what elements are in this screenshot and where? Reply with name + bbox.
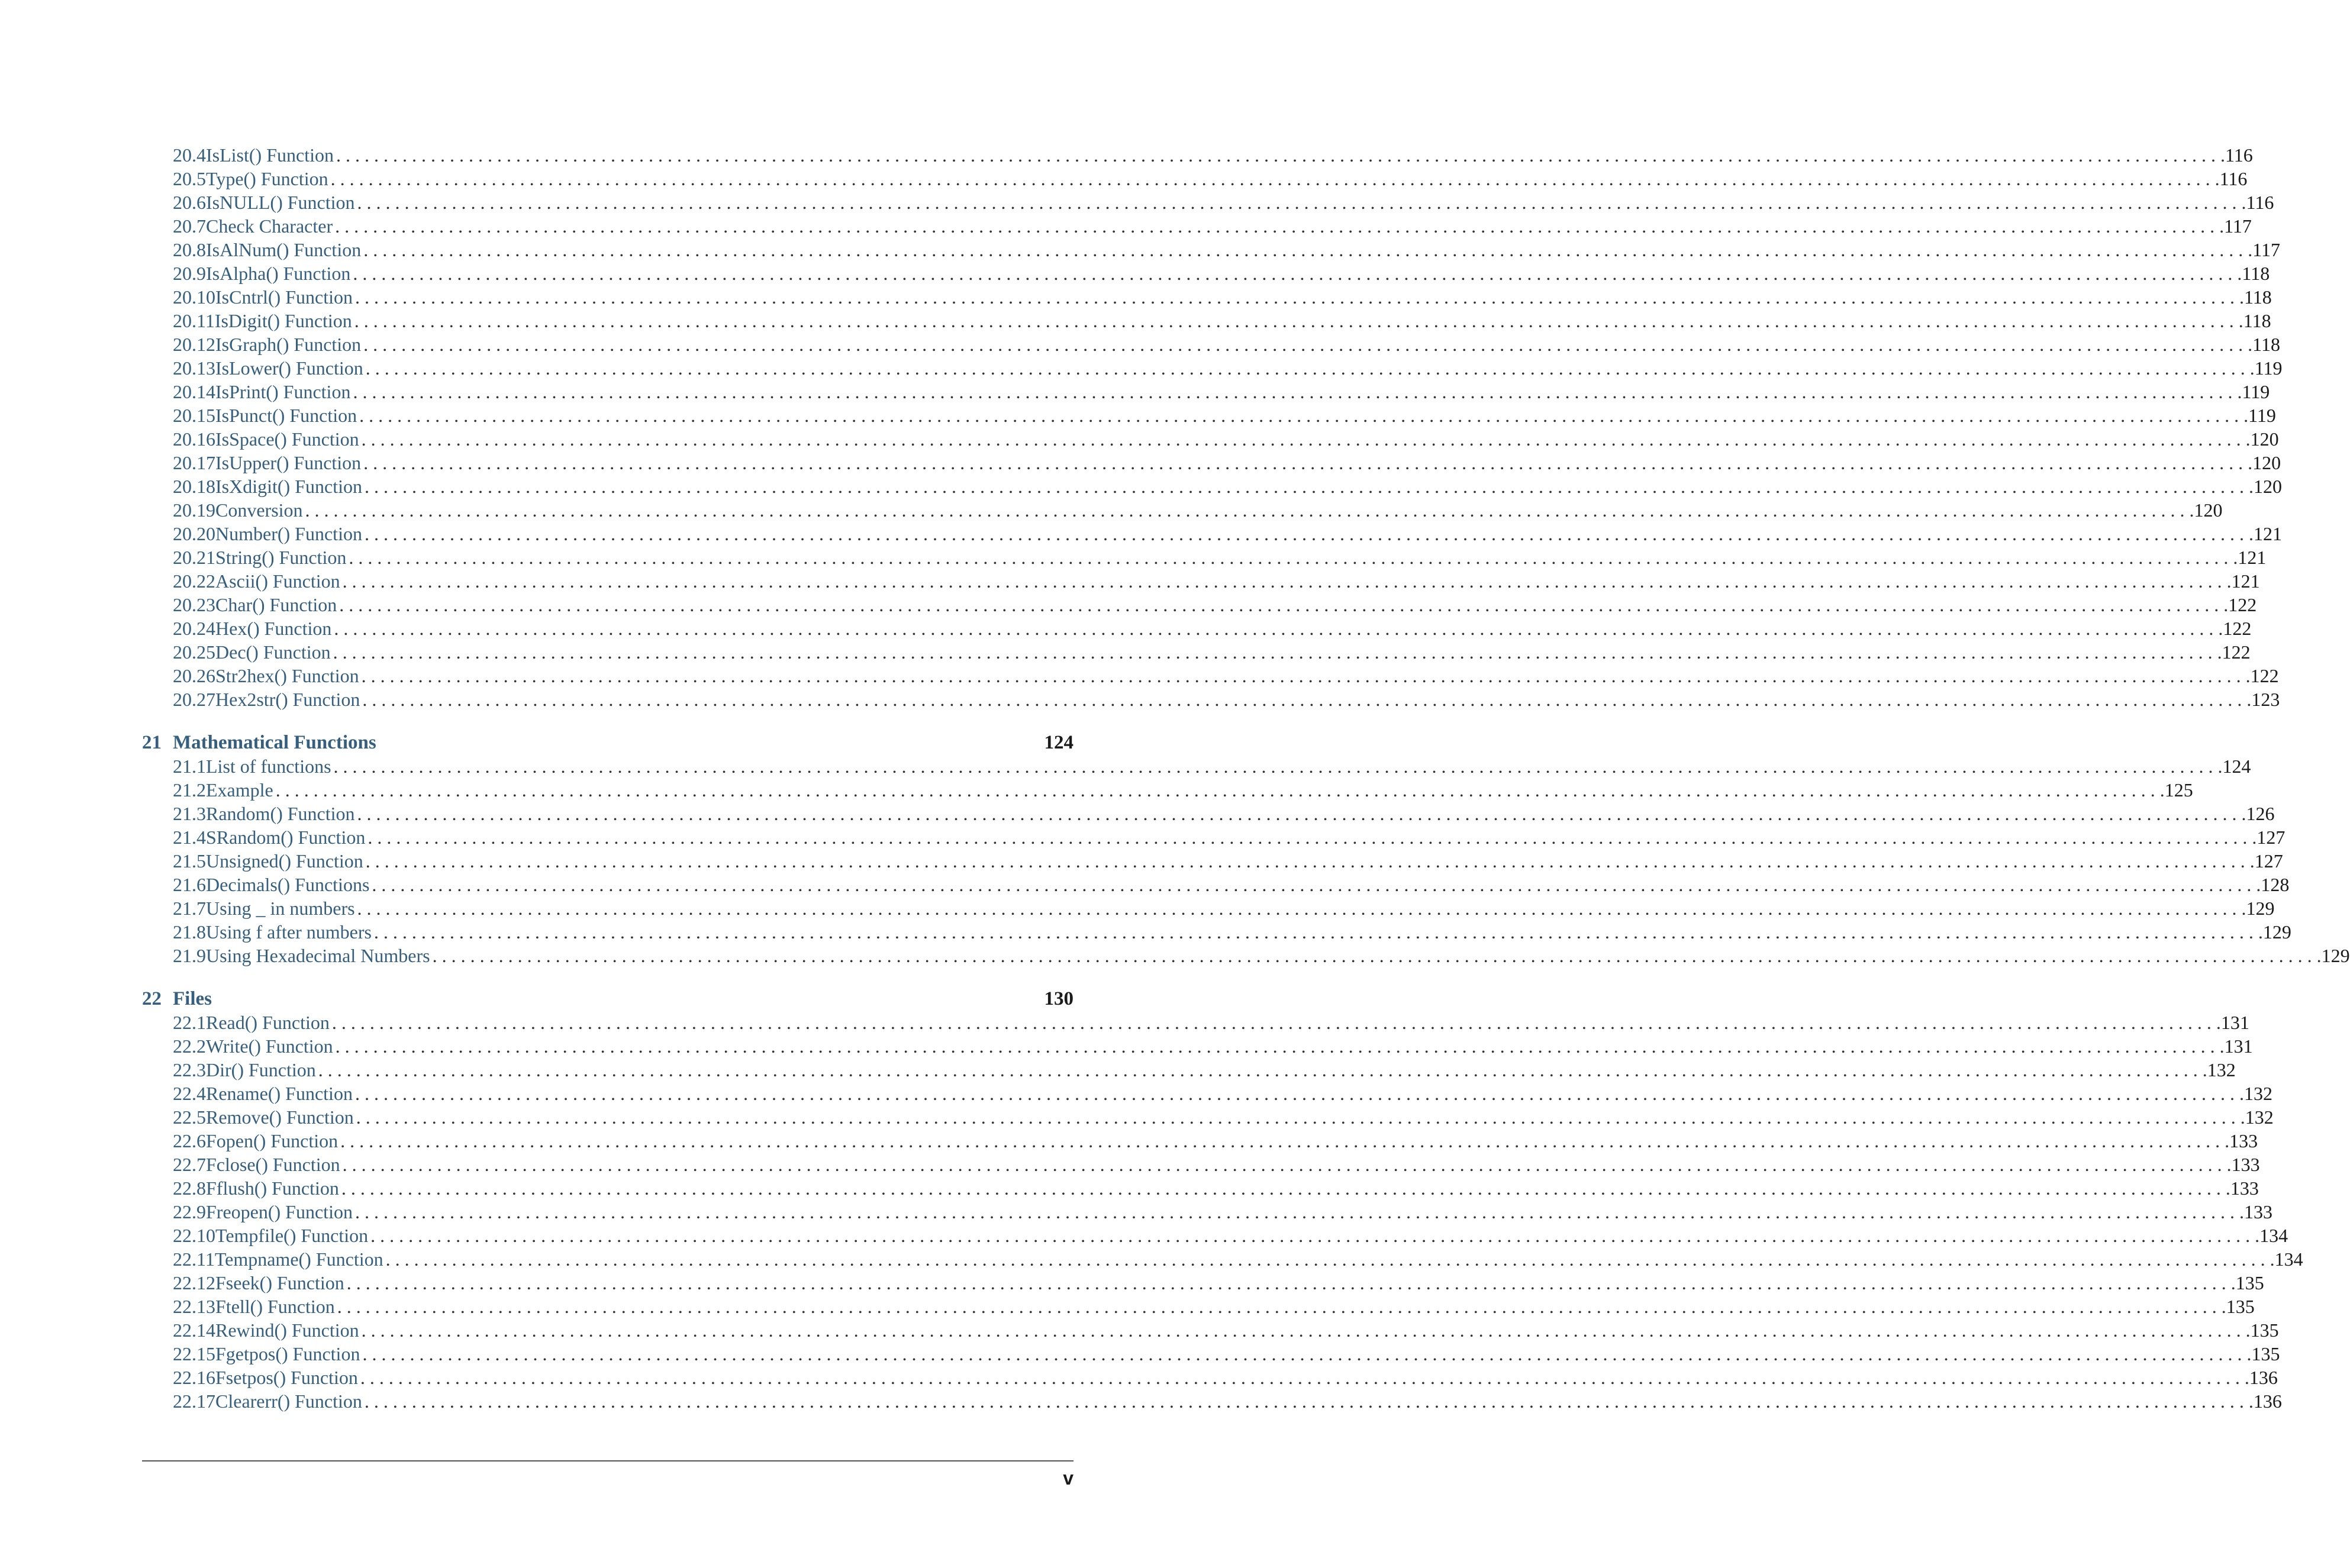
toc-entry-22-12[interactable]	[142, 1271, 2264, 1295]
section-page-number: 136	[2249, 1367, 2278, 1388]
section-title[interactable]: IsPunct() Function	[215, 405, 357, 426]
section-number[interactable]: 20.5	[173, 168, 206, 189]
section-number[interactable]: 20.9	[173, 263, 206, 284]
toc-entry-20-24[interactable]	[142, 617, 2252, 640]
section-title[interactable]: Rewind() Function	[215, 1319, 359, 1341]
toc-entry-22-2[interactable]	[142, 1034, 2253, 1058]
section-number[interactable]: 21.4	[173, 827, 206, 848]
section-title[interactable]: List of functions	[206, 756, 331, 777]
section-number[interactable]: 21.6	[173, 874, 206, 895]
section-page-number: 118	[2243, 286, 2272, 308]
toc-entry-22-16[interactable]	[142, 1366, 2278, 1389]
section-title[interactable]: Conversion	[215, 499, 303, 521]
toc-entry-22-14[interactable]	[142, 1318, 2279, 1342]
dot-leader: . . . . . . . . . . . . . . . . . . . . . . . . . . . . . . . . . . . . . . . . . . . . . . . . . . . . . . . . . . . . . . . . . . . . . . . . . . . . . . . . . . . . . . . . . . . . . . . . . . . . . . . . . . . . . . . . . . . . . . . . . . . . . . . . . . . . . . . . . . . . . . . . . . . . . . . . . . . . . . . . . . . . . . . . . . . . . . . . . . . . . . . . . . . . . . . . . . . . . . . .	[353, 381, 2242, 402]
section-number[interactable]: 22.8	[173, 1177, 206, 1199]
section-title[interactable]: Decimals() Functions	[206, 874, 370, 895]
section-title[interactable]: IsUpper() Function	[215, 452, 362, 473]
toc-entry-20-21[interactable]	[142, 546, 2267, 569]
section-number[interactable]: 20.23	[173, 594, 215, 615]
section-title[interactable]: IsPrint() Function	[215, 381, 351, 402]
toc-entry-21-7[interactable]	[142, 896, 2275, 920]
section-title[interactable]: Remove() Function	[206, 1106, 354, 1128]
toc-entry-22-8[interactable]	[142, 1176, 2259, 1200]
section-page-number: 135	[2235, 1272, 2264, 1293]
section-number[interactable]: 20.27	[173, 689, 215, 710]
section-number[interactable]: 20.25	[173, 641, 215, 663]
section-number[interactable]: 21.1	[173, 756, 206, 777]
section-number[interactable]: 20.20	[173, 523, 215, 544]
toc-entry-20-15[interactable]	[142, 404, 2276, 427]
section-page-number: 128	[2261, 874, 2290, 895]
dot-leader: . . . . . . . . . . . . . . . . . . . . . . . . . . . . . . . . . . . . . . . . . . . . . . . . . . . . . . . . . . . . . . . . . . . . . . . . . . . . . . . . . . . . . . . . . . . . . . . . . . . . . . . . . . . . . . . . . . . . . . . . . . . . . . . . . . . . . . . . . . . . . . . . . . . . . . . . . . . . . . . . . . . . . . . . . . . . . . . . . . . . . . . . . . . . . . . . . . . . . . . .	[275, 779, 2165, 801]
section-title[interactable]: Dir() Function	[206, 1059, 316, 1080]
section-page-number: 135	[2250, 1319, 2279, 1341]
dot-leader: . . . . . . . . . . . . . . . . . . . . . . . . . . . . . . . . . . . . . . . . . . . . . . . . . . . . . . . . . . . . . . . . . . . . . . . . . . . . . . . . . . . . . . . . . . . . . . . . . . . . . . . . . . . . . . . . . . . . . . . . . . . . . . . . . . . . . . . . . . . . . . . . . . . . . . . . . . . . . . . . . . . . . . . . . . . . . . . . . . . . . . . . . . . . . . . . . . . . . . . .	[330, 168, 2220, 189]
toc-entry-20-22[interactable]	[142, 569, 2260, 593]
section-number[interactable]: 20.22	[173, 570, 215, 592]
dot-leader: . . . . . . . . . . . . . . . . . . . . . . . . . . . . . . . . . . . . . . . . . . . . . . . . . . . . . . . . . . . . . . . . . . . . . . . . . . . . . . . . . . . . . . . . . . . . . . . . . . . . . . . . . . . . . . . . . . . . . . . . . . . . . . . . . . . . . . . . . . . . . . . . . . . . . . . . . . . . . . . . . . . . . . . . . . . . . . . . . . . . . . . . . . . . . . . . . . . . . . . .	[354, 310, 2243, 331]
section-page-number: 120	[2194, 499, 2223, 521]
dot-leader: . . . . . . . . . . . . . . . . . . . . . . . . . . . . . . . . . . . . . . . . . . . . . . . . . . . . . . . . . . . . . . . . . . . . . . . . . . . . . . . . . . . . . . . . . . . . . . . . . . . . . . . . . . . . . . . . . . . . . . . . . . . . . . . . . . . . . . . . . . . . . . . . . . . . . . . . . . . . . . . . . . . . . . . . . . . . . . . . . . . . . . . . . . . . . . . . . . . . . . . .	[333, 641, 2222, 663]
section-title[interactable]: Hex() Function	[215, 618, 332, 639]
dot-leader: . . . . . . . . . . . . . . . . . . . . . . . . . . . . . . . . . . . . . . . . . . . . . . . . . . . . . . . . . . . . . . . . . . . . . . . . . . . . . . . . . . . . . . . . . . . . . . . . . . . . . . . . . . . . . . . . . . . . . . . . . . . . . . . . . . . . . . . . . . . . . . . . . . . . . . . . . . . . . . . . . . . . . . . . . . . . . . . . . . . . . . . . . . . . . . . . . . . . . . . .	[354, 1083, 2244, 1104]
dot-leader: . . . . . . . . . . . . . . . . . . . . . . . . . . . . . . . . . . . . . . . . . . . . . . . . . . . . . . . . . . . . . . . . . . . . . . . . . . . . . . . . . . . . . . . . . . . . . . . . . . . . . . . . . . . . . . . . . . . . . . . . . . . . . . . . . . . . . . . . . . . . . . . . . . . . . . . . . . . . . . . . . . . . . . . . . . . . . . . . . . . . . . . . . . . . . . . . . . . . . . . .	[305, 499, 2194, 521]
section-number[interactable]: 22.6	[173, 1130, 206, 1151]
dot-leader: . . . . . . . . . . . . . . . . . . . . . . . . . . . . . . . . . . . . . . . . . . . . . . . . . . . . . . . . . . . . . . . . . . . . . . . . . . . . . . . . . . . . . . . . . . . . . . . . . . . . . . . . . . . . . . . . . . . . . . . . . . . . . . . . . . . . . . . . . . . . . . . . . . . . . . . . . . . . . . . . . . . . . . . . . . . . . . . . . . . . . . . . . . . . . . . . . . . . . . . .	[364, 476, 2254, 497]
toc-entry-21-9[interactable]	[142, 944, 2350, 967]
section-page-number: 126	[2246, 803, 2275, 824]
section-title[interactable]: Hex2str() Function	[215, 689, 360, 710]
section-page-number: 120	[2253, 476, 2282, 497]
toc-chapter-21[interactable]	[142, 731, 1074, 754]
section-number[interactable]: 21.9	[173, 945, 206, 966]
section-title[interactable]: Freopen() Function	[206, 1201, 353, 1222]
section-title[interactable]: String() Function	[215, 547, 347, 568]
section-title[interactable]: IsList() Function	[206, 144, 334, 166]
section-page-number: 129	[2246, 898, 2275, 919]
dot-leader: . . . . . . . . . . . . . . . . . . . . . . . . . . . . . . . . . . . . . . . . . . . . . . . . . . . . . . . . . . . . . . . . . . . . . . . . . . . . . . . . . . . . . . . . . . . . . . . . . . . . . . . . . . . . . . . . . . . . . . . . . . . . . . . . . . . . . . . . . . . . . . . . . . . . . . . . . . . . . . . . . . . . . . . . . . . . . . . . . . . . . . . . . . . . . . . . . . . . . . . .	[337, 1296, 2226, 1317]
section-page-number: 127	[2254, 850, 2283, 872]
dot-leader: . . . . . . . . . . . . . . . . . . . . . . . . . . . . . . . . . . . . . . . . . . . . . . . . . . . . . . . . . . . . . . . . . . . . . . . . . . . . . . . . . . . . . . . . . . . . . . . . . . . . . . . . . . . . . . . . . . . . . . . . . . . . . . . . . . . . . . . . . . . . . . . . . . . . . . . . . . . . . . . . . . . . . . . . . . . . . . . . . . . . . . . . . . . . . . . . . . . . . . . .	[363, 334, 2253, 355]
section-page-number: 131	[2220, 1012, 2249, 1033]
section-title[interactable]: IsXdigit() Function	[215, 476, 362, 497]
section-number[interactable]: 22.16	[173, 1367, 215, 1388]
dot-leader: . . . . . . . . . . . . . . . . . . . . . . . . . . . . . . . . . . . . . . . . . . . . . . . . . . . . . . . . . . . . . . . . . . . . . . . . . . . . . . . . . . . . . . . . . . . . . . . . . . . . . . . . . . . . . . . . . . . . . . . . . . . . . . . . . . . . . . . . . . . . . . . . . . . . . . . . . . . . . . . . . . . . . . . . . . . . . . . . . . . . . . . . . . . . . . . . . . . . . . . .	[356, 1106, 2245, 1128]
dot-leader: . . . . . . . . . . . . . . . . . . . . . . . . . . . . . . . . . . . . . . . . . . . . . . . . . . . . . . . . . . . . . . . . . . . . . . . . . . . . . . . . . . . . . . . . . . . . . . . . . . . . . . . . . . . . . . . . . . . . . . . . . . . . . . . . . . . . . . . . . . . . . . . . . . . . . . . . . . . . . . . . . . . . . . . . . . . . . . . . . . . . . . . . . . . . . . . . . . . . . . . .	[368, 827, 2257, 848]
section-number[interactable]: 21.2	[173, 779, 206, 801]
toc-entry-22-9[interactable]	[142, 1200, 2272, 1224]
section-page-number: 124	[2222, 756, 2251, 777]
dot-leader: . . . . . . . . . . . . . . . . . . . . . . . . . . . . . . . . . . . . . . . . . . . . . . . . . . . . . . . . . . . . . . . . . . . . . . . . . . . . . . . . . . . . . . . . . . . . . . . . . . . . . . . . . . . . . . . . . . . . . . . . . . . . . . . . . . . . . . . . . . . . . . . . . . . . . . . . . . . . . . . . . . . . . . . . . . . . . . . . . . . . . . . . . . . . . . . . . . . . . . . .	[372, 874, 2261, 895]
section-page-number: 117	[2224, 215, 2252, 237]
section-number[interactable]: 20.13	[173, 357, 215, 379]
section-page-number: 117	[2252, 239, 2281, 260]
section-number[interactable]: 20.16	[173, 428, 215, 450]
dot-leader: . . . . . . . . . . . . . . . . . . . . . . . . . . . . . . . . . . . . . . . . . . . . . . . . . . . . . . . . . . . . . . . . . . . . . . . . . . . . . . . . . . . . . . . . . . . . . . . . . . . . . . . . . . . . . . . . . . . . . . . . . . . . . . . . . . . . . . . . . . . . . . . . . . . . . . . . . . . . . . . . . . . . . . . . . . . . . . . . . . . . . . . . . . . . . . . . . . . . . . . .	[339, 594, 2229, 615]
dot-leader: . . . . . . . . . . . . . . . . . . . . . . . . . . . . . . . . . . . . . . . . . . . . . . . . . . . . . . . . . . . . . . . . . . . . . . . . . . . . . . . . . . . . . . . . . . . . . . . . . . . . . . . . . . . . . . . . . . . . . . . . . . . . . . . . . . . . . . . . . . . . . . . . . . . . . . . . . . . . . . . . . . . . . . . . . . . . . . . . . . . . . . . . . . . . . . . . . . . . . . . .	[361, 665, 2251, 686]
section-number[interactable]: 20.17	[173, 452, 215, 473]
toc-entry-22-1[interactable]	[142, 1011, 2249, 1034]
toc-entry-20-17[interactable]	[142, 451, 2281, 475]
toc-entry-20-16[interactable]	[142, 427, 2279, 451]
section-page-number: 132	[2243, 1083, 2272, 1104]
chapter-title[interactable]: Files	[173, 988, 212, 1009]
toc-entry-20-8[interactable]	[142, 238, 2281, 262]
section-page-number: 134	[2259, 1225, 2288, 1246]
section-title[interactable]: Rename() Function	[206, 1083, 353, 1104]
section-number[interactable]: 20.19	[173, 499, 215, 521]
toc-entry-22-10[interactable]	[142, 1224, 2288, 1247]
section-page-number: 133	[2231, 1154, 2260, 1175]
dot-leader: . . . . . . . . . . . . . . . . . . . . . . . . . . . . . . . . . . . . . . . . . . . . . . . . . . . . . . . . . . . . . . . . . . . . . . . . . . . . . . . . . . . . . . . . . . . . . . . . . . . . . . . . . . . . . . . . . . . . . . . . . . . . . . . . . . . . . . . . . . . . . . . . . . . . . . . . . . . . . . . . . . . . . . . . . . . . . . . . . . . . . . . . . . . . . . . . . . . . . . . .	[360, 1367, 2249, 1388]
toc-entry-21-5[interactable]	[142, 849, 2283, 873]
toc-entry-22-13[interactable]	[142, 1295, 2255, 1318]
section-title[interactable]: Read() Function	[206, 1012, 330, 1033]
section-title[interactable]: Random() Function	[206, 803, 355, 824]
section-title[interactable]: IsLower() Function	[215, 357, 363, 379]
section-number[interactable]: 22.12	[173, 1272, 215, 1293]
dot-leader: . . . . . . . . . . . . . . . . . . . . . . . . . . . . . . . . . . . . . . . . . . . . . . . . . . . . . . . . . . . . . . . . . . . . . . . . . . . . . . . . . . . . . . . . . . . . . . . . . . . . . . . . . . . . . . . . . . . . . . . . . . . . . . . . . . . . . . . . . . . . . . . . . . . . . . . . . . . . . . . . . . . . . . . . . . . . . . . . . . . . . . . . . . . . . . . . . . . . . . . .	[341, 1177, 2230, 1199]
section-title[interactable]: Number() Function	[215, 523, 362, 544]
section-number[interactable]: 22.13	[173, 1296, 215, 1317]
chapter-number: 22	[142, 988, 162, 1009]
section-page-number: 136	[2253, 1390, 2282, 1412]
section-number[interactable]: 22.3	[173, 1059, 206, 1080]
section-page-number: 125	[2164, 779, 2193, 801]
section-number[interactable]: 20.15	[173, 405, 215, 426]
dot-leader: . . . . . . . . . . . . . . . . . . . . . . . . . . . . . . . . . . . . . . . . . . . . . . . . . . . . . . . . . . . . . . . . . . . . . . . . . . . . . . . . . . . . . . . . . . . . . . . . . . . . . . . . . . . . . . . . . . . . . . . . . . . . . . . . . . . . . . . . . . . . . . . . . . . . . . . . . . . . . . . . . . . . . . . . . . . . . . . . . . . . . . . . . . . . . . . . . . . . . . . .	[370, 1225, 2260, 1246]
section-number[interactable]: 22.11	[173, 1248, 215, 1270]
section-title[interactable]: Fgetpos() Function	[215, 1343, 360, 1364]
section-title[interactable]: Fsetpos() Function	[215, 1367, 358, 1388]
toc-entry-21-1[interactable]	[142, 754, 2251, 778]
section-title[interactable]: Char() Function	[215, 594, 337, 615]
dot-leader: . . . . . . . . . . . . . . . . . . . . . . . . . . . . . . . . . . . . . . . . . . . . . . . . . . . . . . . . . . . . . . . . . . . . . . . . . . . . . . . . . . . . . . . . . . . . . . . . . . . . . . . . . . . . . . . . . . . . . . . . . . . . . . . . . . . . . . . . . . . . . . . . . . . . . . . . . . . . . . . . . . . . . . . . . . . . . . . . . . . . . . . . . . . . . . . . . . . . . . . .	[335, 1035, 2225, 1057]
section-title[interactable]: Tempfile() Function	[215, 1225, 369, 1246]
footer-rule	[142, 1460, 1074, 1461]
toc-entry-21-4[interactable]	[142, 825, 2285, 849]
section-title[interactable]: Example	[206, 779, 273, 801]
section-page-number: 119	[2242, 381, 2270, 402]
section-title[interactable]: Using _ in numbers	[206, 898, 355, 919]
toc-entry-20-12[interactable]	[142, 333, 2280, 356]
dot-leader: . . . . . . . . . . . . . . . . . . . . . . . . . . . . . . . . . . . . . . . . . . . . . . . . . . . . . . . . . . . . . . . . . . . . . . . . . . . . . . . . . . . . . . . . . . . . . . . . . . . . . . . . . . . . . . . . . . . . . . . . . . . . . . . . . . . . . . . . . . . . . . . . . . . . . . . . . . . . . . . . . . . . . . . . . . . . . . . . . . . . . . . . . . . . . . . . . . . . . . . .	[318, 1059, 2207, 1080]
section-number[interactable]: 21.8	[173, 921, 206, 943]
dot-leader: . . . . . . . . . . . . . . . . . . . . . . . . . . . . . . . . . . . . . . . . . . . . . . . . . . . . . . . . . . . . . . . . . . . . . . . . . . . . . . . . . . . . . . . . . . . . . . . . . . . . . . . . . . . . . . . . . . . . . . . . . . . . . . . . . . . . . . . . . . . . . . . . . . . . . . . . . . . . . . . . . . . . . . . . . . . . . . . . . . . . . . . . . . . . . . . . . . . . . . . .	[346, 1272, 2236, 1293]
toc-entry-22-4[interactable]	[142, 1082, 2272, 1105]
chapter-number: 21	[142, 732, 162, 753]
section-number[interactable]: 20.21	[173, 547, 215, 568]
toc-entry-22-6[interactable]	[142, 1129, 2258, 1153]
section-title[interactable]: Check Character	[206, 215, 333, 237]
section-page-number: 123	[2251, 689, 2280, 710]
section-number[interactable]: 22.5	[173, 1106, 206, 1128]
section-page-number: 135	[2226, 1296, 2255, 1317]
section-page-number: 121	[2238, 547, 2267, 568]
section-page-number: 118	[2242, 263, 2270, 284]
section-page-number: 127	[2256, 827, 2285, 848]
section-page-number: 129	[2262, 921, 2291, 943]
section-page-number: 134	[2274, 1248, 2303, 1270]
section-title[interactable]: Tempname() Function	[214, 1248, 383, 1270]
dot-leader: . . . . . . . . . . . . . . . . . . . . . . . . . . . . . . . . . . . . . . . . . . . . . . . . . . . . . . . . . . . . . . . . . . . . . . . . . . . . . . . . . . . . . . . . . . . . . . . . . . . . . . . . . . . . . . . . . . . . . . . . . . . . . . . . . . . . . . . . . . . . . . . . . . . . . . . . . . . . . . . . . . . . . . . . . . . . . . . . . . . . . . . . . . . . . . . . . . . . . . . .	[432, 945, 2322, 966]
section-number[interactable]: 22.14	[173, 1319, 215, 1341]
dot-leader: . . . . . . . . . . . . . . . . . . . . . . . . . . . . . . . . . . . . . . . . . . . . . . . . . . . . . . . . . . . . . . . . . . . . . . . . . . . . . . . . . . . . . . . . . . . . . . . . . . . . . . . . . . . . . . . . . . . . . . . . . . . . . . . . . . . . . . . . . . . . . . . . . . . . . . . . . . . . . . . . . . . . . . . . . . . . . . . . . . . . . . . . . . . . . . . . . . . . . . . .	[349, 547, 2238, 568]
toc-entry-20-10[interactable]	[142, 285, 2272, 309]
toc-entry-20-23[interactable]	[142, 593, 2257, 617]
section-page-number: 116	[2246, 192, 2274, 213]
toc-chapter-22[interactable]	[142, 987, 1074, 1011]
toc-entry-20-7[interactable]	[142, 214, 2252, 238]
toc-entry-21-3[interactable]	[142, 802, 2275, 825]
section-number[interactable]: 20.7	[173, 215, 206, 237]
toc-entry-20-9[interactable]	[142, 262, 2270, 285]
toc-entry-20-25[interactable]	[142, 640, 2251, 664]
toc-entry-22-5[interactable]	[142, 1105, 2274, 1129]
toc-entry-22-17[interactable]	[142, 1389, 2282, 1413]
section-page-number: 121	[2231, 570, 2260, 592]
section-page-number: 122	[2250, 665, 2279, 686]
dot-leader: . . . . . . . . . . . . . . . . . . . . . . . . . . . . . . . . . . . . . . . . . . . . . . . . . . . . . . . . . . . . . . . . . . . . . . . . . . . . . . . . . . . . . . . . . . . . . . . . . . . . . . . . . . . . . . . . . . . . . . . . . . . . . . . . . . . . . . . . . . . . . . . . . . . . . . . . . . . . . . . . . . . . . . . . . . . . . . . . . . . . . . . . . . . . . . . . . . . . . . . .	[354, 1201, 2244, 1222]
dot-leader: . . . . . . . . . . . . . . . . . . . . . . . . . . . . . . . . . . . . . . . . . . . . . . . . . . . . . . . . . . . . . . . . . . . . . . . . . . . . . . . . . . . . . . . . . . . . . . . . . . . . . . . . . . . . . . . . . . . . . . . . . . . . . . . . . . . . . . . . . . . . . . . . . . . . . . . . . . . . . . . . . . . . . . . . . . . . . . . . . . . . . . . . . . . . . . . . . . . . . . . .	[335, 215, 2225, 237]
section-number[interactable]: 22.2	[173, 1035, 206, 1057]
section-page-number: 133	[2230, 1177, 2259, 1199]
section-title[interactable]: IsAlpha() Function	[206, 263, 351, 284]
section-page-number: 132	[2207, 1059, 2236, 1080]
dot-leader: . . . . . . . . . . . . . . . . . . . . . . . . . . . . . . . . . . . . . . . . . . . . . . . . . . . . . . . . . . . . . . . . . . . . . . . . . . . . . . . . . . . . . . . . . . . . . . . . . . . . . . . . . . . . . . . . . . . . . . . . . . . . . . . . . . . . . . . . . . . . . . . . . . . . . . . . . . . . . . . . . . . . . . . . . . . . . . . . . . . . . . . . . . . . . . . . . . . . . . . .	[359, 405, 2249, 426]
section-title[interactable]: Write() Function	[206, 1035, 333, 1057]
section-page-number: 133	[2243, 1201, 2272, 1222]
section-page-number: 129	[2321, 945, 2350, 966]
dot-leader: . . . . . . . . . . . . . . . . . . . . . . . . . . . . . . . . . . . . . . . . . . . . . . . . . . . . . . . . . . . . . . . . . . . . . . . . . . . . . . . . . . . . . . . . . . . . . . . . . . . . . . . . . . . . . . . . . . . . . . . . . . . . . . . . . . . . . . . . . . . . . . . . . . . . . . . . . . . . . . . . . . . . . . . . . . . . . . . . . . . . . . . . . . . . . . . . . . . . . . . .	[333, 756, 2223, 777]
section-page-number: 133	[2229, 1130, 2258, 1151]
dot-leader: . . . . . . . . . . . . . . . . . . . . . . . . . . . . . . . . . . . . . . . . . . . . . . . . . . . . . . . . . . . . . . . . . . . . . . . . . . . . . . . . . . . . . . . . . . . . . . . . . . . . . . . . . . . . . . . . . . . . . . . . . . . . . . . . . . . . . . . . . . . . . . . . . . . . . . . . . . . . . . . . . . . . . . . . . . . . . . . . . . . . . . . . . . . . . . . . . . . . . . . .	[362, 689, 2252, 710]
dot-leader: . . . . . . . . . . . . . . . . . . . . . . . . . . . . . . . . . . . . . . . . . . . . . . . . . . . . . . . . . . . . . . . . . . . . . . . . . . . . . . . . . . . . . . . . . . . . . . . . . . . . . . . . . . . . . . . . . . . . . . . . . . . . . . . . . . . . . . . . . . . . . . . . . . . . . . . . . . . . . . . . . . . . . . . . . . . . . . . . . . . . . . . . . . . . . . . . . . . . . . . .	[357, 803, 2246, 824]
section-page-number: 118	[2252, 334, 2280, 355]
toc-entry-20-27[interactable]	[142, 688, 2280, 711]
dot-leader: . . . . . . . . . . . . . . . . . . . . . . . . . . . . . . . . . . . . . . . . . . . . . . . . . . . . . . . . . . . . . . . . . . . . . . . . . . . . . . . . . . . . . . . . . . . . . . . . . . . . . . . . . . . . . . . . . . . . . . . . . . . . . . . . . . . . . . . . . . . . . . . . . . . . . . . . . . . . . . . . . . . . . . . . . . . . . . . . . . . . . . . . . . . . . . . . . . . . . . . .	[385, 1248, 2275, 1270]
section-number[interactable]: 22.4	[173, 1083, 206, 1104]
chapter-title[interactable]: Mathematical Functions	[173, 732, 376, 753]
section-title[interactable]: IsGraph() Function	[215, 334, 362, 355]
section-number[interactable]: 20.24	[173, 618, 215, 639]
section-title[interactable]: Ftell() Function	[215, 1296, 335, 1317]
toc-entry-20-26[interactable]	[142, 664, 2279, 688]
dot-leader: . . . . . . . . . . . . . . . . . . . . . . . . . . . . . . . . . . . . . . . . . . . . . . . . . . . . . . . . . . . . . . . . . . . . . . . . . . . . . . . . . . . . . . . . . . . . . . . . . . . . . . . . . . . . . . . . . . . . . . . . . . . . . . . . . . . . . . . . . . . . . . . . . . . . . . . . . . . . . . . . . . . . . . . . . . . . . . . . . . . . . . . . . . . . . . . . . . . . . . . .	[362, 1343, 2252, 1364]
section-page-number: 135	[2251, 1343, 2280, 1364]
dot-leader: . . . . . . . . . . . . . . . . . . . . . . . . . . . . . . . . . . . . . . . . . . . . . . . . . . . . . . . . . . . . . . . . . . . . . . . . . . . . . . . . . . . . . . . . . . . . . . . . . . . . . . . . . . . . . . . . . . . . . . . . . . . . . . . . . . . . . . . . . . . . . . . . . . . . . . . . . . . . . . . . . . . . . . . . . . . . . . . . . . . . . . . . . . . . . . . . . . . . . . . .	[373, 921, 2263, 943]
section-page-number: 119	[2254, 357, 2283, 379]
section-page-number: 131	[2224, 1035, 2253, 1057]
toc-entry-20-13[interactable]	[142, 356, 2283, 380]
section-page-number: 118	[2243, 310, 2271, 331]
dot-leader: . . . . . . . . . . . . . . . . . . . . . . . . . . . . . . . . . . . . . . . . . . . . . . . . . . . . . . . . . . . . . . . . . . . . . . . . . . . . . . . . . . . . . . . . . . . . . . . . . . . . . . . . . . . . . . . . . . . . . . . . . . . . . . . . . . . . . . . . . . . . . . . . . . . . . . . . . . . . . . . . . . . . . . . . . . . . . . . . . . . . . . . . . . . . . . . . . . . . . . . .	[357, 192, 2246, 213]
section-page-number: 119	[2248, 405, 2276, 426]
section-title[interactable]: Unsigned() Function	[206, 850, 363, 872]
section-page-number: 120	[2252, 452, 2281, 473]
section-number[interactable]: 22.9	[173, 1201, 206, 1222]
section-number[interactable]: 21.3	[173, 803, 206, 824]
section-title[interactable]: Using Hexadecimal Numbers	[206, 945, 430, 966]
dot-leader: . . . . . . . . . . . . . . . . . . . . . . . . . . . . . . . . . . . . . . . . . . . . . . . . . . . . . . . . . . . . . . . . . . . . . . . . . . . . . . . . . . . . . . . . . . . . . . . . . . . . . . . . . . . . . . . . . . . . . . . . . . . . . . . . . . . . . . . . . . . . . . . . . . . . . . . . . . . . . . . . . . . . . . . . . . . . . . . . . . . . . . . . . . . . . . . . . . . . . . . .	[357, 898, 2246, 919]
section-number[interactable]: 22.15	[173, 1343, 215, 1364]
section-page-number: 116	[2219, 168, 2248, 189]
dot-leader: . . . . . . . . . . . . . . . . . . . . . . . . . . . . . . . . . . . . . . . . . . . . . . . . . . . . . . . . . . . . . . . . . . . . . . . . . . . . . . . . . . . . . . . . . . . . . . . . . . . . . . . . . . . . . . . . . . . . . . . . . . . . . . . . . . . . . . . . . . . . . . . . . . . . . . . . . . . . . . . . . . . . . . . . . . . . . . . . . . . . . . . . . . . . . . . . . . . . . . . .	[364, 523, 2254, 544]
page-number: v	[1063, 1467, 1074, 1489]
section-number[interactable]: 20.12	[173, 334, 215, 355]
section-title[interactable]: Str2hex() Function	[215, 665, 359, 686]
toc-entry-20-5[interactable]	[142, 167, 2248, 191]
section-title[interactable]: Using f after numbers	[206, 921, 372, 943]
toc-entry-20-14[interactable]	[142, 380, 2270, 404]
section-number[interactable]: 20.10	[173, 286, 215, 308]
toc-entry-21-6[interactable]	[142, 873, 2290, 896]
dot-leader: . . . . . . . . . . . . . . . . . . . . . . . . . . . . . . . . . . . . . . . . . . . . . . . . . . . . . . . . . . . . . . . . . . . . . . . . . . . . . . . . . . . . . . . . . . . . . . . . . . . . . . . . . . . . . . . . . . . . . . . . . . . . . . . . . . . . . . . . . . . . . . . . . . . . . . . . . . . . . . . . . . . . . . . . . . . . . . . . . . . . . . . . . . . . . . . . . . . . . . . .	[361, 428, 2251, 450]
toc-entry-20-6[interactable]	[142, 191, 2274, 214]
section-page-number: 122	[2223, 618, 2252, 639]
dot-leader: . . . . . . . . . . . . . . . . . . . . . . . . . . . . . . . . . . . . . . . . . . . . . . . . . . . . . . . . . . . . . . . . . . . . . . . . . . . . . . . . . . . . . . . . . . . . . . . . . . . . . . . . . . . . . . . . . . . . . . . . . . . . . . . . . . . . . . . . . . . . . . . . . . . . . . . . . . . . . . . . . . . . . . . . . . . . . . . . . . . . . . . . . . . . . . . . . . . . . . . .	[336, 144, 2225, 166]
section-number[interactable]: 20.14	[173, 381, 215, 402]
toc-entry-20-4[interactable]	[142, 143, 2253, 167]
dot-leader: . . . . . . . . . . . . . . . . . . . . . . . . . . . . . . . . . . . . . . . . . . . . . . . . . . . . . . . . . . . . . . . . . . . . . . . . . . . . . . . . . . . . . . . . . . . . . . . . . . . . . . . . . . . . . . . . . . . . . . . . . . . . . . . . . . . . . . . . . . . . . . . . . . . . . . . . . . . . . . . . . . . . . . . . . . . . . . . . . . . . . . . . . . . . . . . . . . . . . . . .	[365, 850, 2255, 872]
section-title[interactable]: Dec() Function	[215, 641, 331, 663]
toc-entry-21-2[interactable]	[142, 778, 2193, 802]
section-number[interactable]: 22.7	[173, 1154, 206, 1175]
section-number[interactable]: 20.6	[173, 192, 206, 213]
dot-leader: . . . . . . . . . . . . . . . . . . . . . . . . . . . . . . . . . . . . . . . . . . . . . . . . . . . . . . . . . . . . . . . . . . . . . . . . . . . . . . . . . . . . . . . . . . . . . . . . . . . . . . . . . . . . . . . . . . . . . . . . . . . . . . . . . . . . . . . . . . . . . . . . . . . . . . . . . . . . . . . . . . . . . . . . . . . . . . . . . . . . . . . . . . . . . . . . . . . . . . . .	[361, 1319, 2251, 1341]
section-title[interactable]: Fseek() Function	[215, 1272, 344, 1293]
dot-leader: . . . . . . . . . . . . . . . . . . . . . . . . . . . . . . . . . . . . . . . . . . . . . . . . . . . . . . . . . . . . . . . . . . . . . . . . . . . . . . . . . . . . . . . . . . . . . . . . . . . . . . . . . . . . . . . . . . . . . . . . . . . . . . . . . . . . . . . . . . . . . . . . . . . . . . . . . . . . . . . . . . . . . . . . . . . . . . . . . . . . . . . . . . . . . . . . . . . . . . . .	[363, 452, 2253, 473]
toc-entry-22-11[interactable]	[142, 1247, 2303, 1271]
section-title[interactable]: IsCntrl() Function	[215, 286, 353, 308]
section-number[interactable]: 22.10	[173, 1225, 215, 1246]
dot-leader: . . . . . . . . . . . . . . . . . . . . . . . . . . . . . . . . . . . . . . . . . . . . . . . . . . . . . . . . . . . . . . . . . . . . . . . . . . . . . . . . . . . . . . . . . . . . . . . . . . . . . . . . . . . . . . . . . . . . . . . . . . . . . . . . . . . . . . . . . . . . . . . . . . . . . . . . . . . . . . . . . . . . . . . . . . . . . . . . . . . . . . . . . . . . . . . . . . . . . . . .	[365, 357, 2255, 379]
toc-entry-22-15[interactable]	[142, 1342, 2280, 1366]
table-of-contents	[142, 143, 2350, 1413]
section-number[interactable]: 22.17	[173, 1390, 215, 1412]
section-page-number: 121	[2253, 523, 2282, 544]
section-title[interactable]: SRandom() Function	[206, 827, 366, 848]
section-title[interactable]: Type() Function	[206, 168, 328, 189]
section-number[interactable]: 22.1	[173, 1012, 206, 1033]
section-title[interactable]: Ascii() Function	[215, 570, 340, 592]
dot-leader: . . . . . . . . . . . . . . . . . . . . . . . . . . . . . . . . . . . . . . . . . . . . . . . . . . . . . . . . . . . . . . . . . . . . . . . . . . . . . . . . . . . . . . . . . . . . . . . . . . . . . . . . . . . . . . . . . . . . . . . . . . . . . . . . . . . . . . . . . . . . . . . . . . . . . . . . . . . . . . . . . . . . . . . . . . . . . . . . . . . . . . . . . . . . . . . . . . . . . . . .	[354, 286, 2244, 308]
toc-entry-20-20[interactable]	[142, 522, 2282, 546]
toc-entry-21-8[interactable]	[142, 920, 2291, 944]
section-title[interactable]: Clearerr() Function	[215, 1390, 362, 1412]
dot-leader: . . . . . . . . . . . . . . . . . . . . . . . . . . . . . . . . . . . . . . . . . . . . . . . . . . . . . . . . . . . . . . . . . . . . . . . . . . . . . . . . . . . . . . . . . . . . . . . . . . . . . . . . . . . . . . . . . . . . . . . . . . . . . . . . . . . . . . . . . . . . . . . . . . . . . . . . . . . . . . . . . . . . . . . . . . . . . . . . . . . . . . . . . . . . . . . . . . . . . . . .	[353, 263, 2242, 284]
chapter-page-number: 124	[1044, 732, 1074, 753]
section-title[interactable]: Fclose() Function	[206, 1154, 340, 1175]
section-title[interactable]: Fopen() Function	[206, 1130, 339, 1151]
section-title[interactable]: Fflush() Function	[206, 1177, 339, 1199]
dot-leader: . . . . . . . . . . . . . . . . . . . . . . . . . . . . . . . . . . . . . . . . . . . . . . . . . . . . . . . . . . . . . . . . . . . . . . . . . . . . . . . . . . . . . . . . . . . . . . . . . . . . . . . . . . . . . . . . . . . . . . . . . . . . . . . . . . . . . . . . . . . . . . . . . . . . . . . . . . . . . . . . . . . . . . . . . . . . . . . . . . . . . . . . . . . . . . . . . . . . . . . .	[363, 239, 2253, 260]
section-page-number: 132	[2245, 1106, 2274, 1128]
toc-entry-20-11[interactable]	[142, 309, 2271, 333]
dot-leader: . . . . . . . . . . . . . . . . . . . . . . . . . . . . . . . . . . . . . . . . . . . . . . . . . . . . . . . . . . . . . . . . . . . . . . . . . . . . . . . . . . . . . . . . . . . . . . . . . . . . . . . . . . . . . . . . . . . . . . . . . . . . . . . . . . . . . . . . . . . . . . . . . . . . . . . . . . . . . . . . . . . . . . . . . . . . . . . . . . . . . . . . . . . . . . . . . . . . . . . .	[340, 1130, 2230, 1151]
dot-leader: . . . . . . . . . . . . . . . . . . . . . . . . . . . . . . . . . . . . . . . . . . . . . . . . . . . . . . . . . . . . . . . . . . . . . . . . . . . . . . . . . . . . . . . . . . . . . . . . . . . . . . . . . . . . . . . . . . . . . . . . . . . . . . . . . . . . . . . . . . . . . . . . . . . . . . . . . . . . . . . . . . . . . . . . . . . . . . . . . . . . . . . . . . . . . . . . . . . . . . . .	[364, 1390, 2254, 1412]
section-title[interactable]: IsAlNum() Function	[206, 239, 362, 260]
section-title[interactable]: IsSpace() Function	[215, 428, 359, 450]
dot-leader: . . . . . . . . . . . . . . . . . . . . . . . . . . . . . . . . . . . . . . . . . . . . . . . . . . . . . . . . . . . . . . . . . . . . . . . . . . . . . . . . . . . . . . . . . . . . . . . . . . . . . . . . . . . . . . . . . . . . . . . . . . . . . . . . . . . . . . . . . . . . . . . . . . . . . . . . . . . . . . . . . . . . . . . . . . . . . . . . . . . . . . . . . . . . . . . . . . . . . . . .	[331, 1012, 2221, 1033]
section-page-number: 120	[2250, 428, 2279, 450]
section-number[interactable]: 20.8	[173, 239, 206, 260]
dot-leader: . . . . . . . . . . . . . . . . . . . . . . . . . . . . . . . . . . . . . . . . . . . . . . . . . . . . . . . . . . . . . . . . . . . . . . . . . . . . . . . . . . . . . . . . . . . . . . . . . . . . . . . . . . . . . . . . . . . . . . . . . . . . . . . . . . . . . . . . . . . . . . . . . . . . . . . . . . . . . . . . . . . . . . . . . . . . . . . . . . . . . . . . . . . . . . . . . . . . . . . .	[342, 1154, 2232, 1175]
toc-entry-22-3[interactable]	[142, 1058, 2236, 1082]
section-title[interactable]: IsDigit() Function	[214, 310, 352, 331]
chapter-page-number: 130	[1044, 988, 1074, 1009]
section-number[interactable]: 20.26	[173, 665, 215, 686]
toc-entry-22-7[interactable]	[142, 1153, 2260, 1176]
section-number[interactable]: 20.4	[173, 144, 206, 166]
section-number[interactable]: 20.11	[173, 310, 215, 331]
section-page-number: 116	[2225, 144, 2253, 166]
section-page-number: 122	[2222, 641, 2251, 663]
dot-leader: . . . . . . . . . . . . . . . . . . . . . . . . . . . . . . . . . . . . . . . . . . . . . . . . . . . . . . . . . . . . . . . . . . . . . . . . . . . . . . . . . . . . . . . . . . . . . . . . . . . . . . . . . . . . . . . . . . . . . . . . . . . . . . . . . . . . . . . . . . . . . . . . . . . . . . . . . . . . . . . . . . . . . . . . . . . . . . . . . . . . . . . . . . . . . . . . . . . . . . . .	[342, 570, 2232, 592]
section-title[interactable]: IsNULL() Function	[206, 192, 355, 213]
section-number[interactable]: 21.7	[173, 898, 206, 919]
section-number[interactable]: 21.5	[173, 850, 206, 872]
dot-leader: . . . . . . . . . . . . . . . . . . . . . . . . . . . . . . . . . . . . . . . . . . . . . . . . . . . . . . . . . . . . . . . . . . . . . . . . . . . . . . . . . . . . . . . . . . . . . . . . . . . . . . . . . . . . . . . . . . . . . . . . . . . . . . . . . . . . . . . . . . . . . . . . . . . . . . . . . . . . . . . . . . . . . . . . . . . . . . . . . . . . . . . . . . . . . . . . . . . . . . . .	[334, 618, 2223, 639]
toc-entry-20-18[interactable]	[142, 475, 2282, 498]
section-page-number: 122	[2228, 594, 2257, 615]
toc-entry-20-19[interactable]	[142, 498, 2223, 522]
section-number[interactable]: 20.18	[173, 476, 215, 497]
